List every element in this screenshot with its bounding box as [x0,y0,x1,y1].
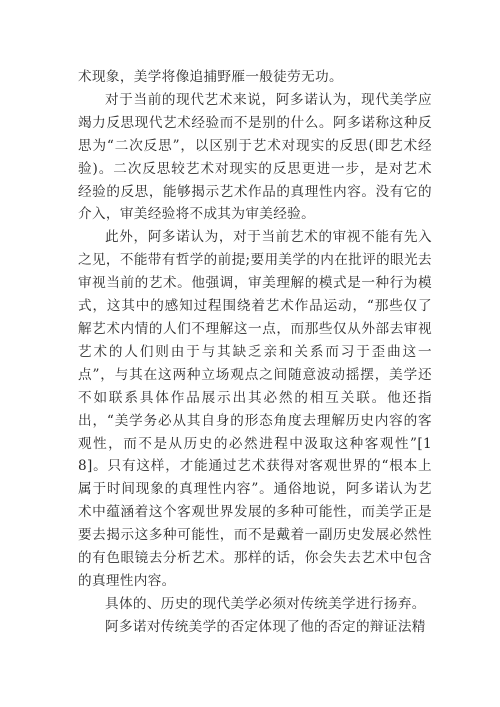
document-page [78,66,432,639]
paragraph-4: 具体的、历史的现代美学必须对传统美学进行扬弃。 [105,595,426,612]
paragraph-2: 对于当前的现代艺术来说，阿多诺认为，现代美学应竭力反思现代艺术经验而不是别的什么。阿多诺称这种反思为“二次反思”，以区别于艺术对现实的反思(即艺术经验)。二次反思较艺术对现实的反思更进一步，是对艺术经验的反思，能够揭示艺术作品的真理性内容。没有它的介入，审美经验将不成其为审美经验。 [78,91,432,223]
paragraph-1: 术现象，美学将像追捕野雁一般徒劳无功。 [78,69,343,85]
paragraph-5: 阿多诺对传统美学的否定体现了他的否定的辩证法精 [105,618,426,635]
paragraph-3: 此外，阿多诺认为，对于当前艺术的审视不能有先入之见，不能带有哲学的前提;要用美学的内在批评的眼光去审视当前的艺术。他强调，审美理解的模式是一种行为模式，这其中的感知过程围绕着艺术作品运动，“那些仅了解艺术内情的人们不理解这一点，而那些仅从外部去审视艺术的人们则由于与其缺乏亲和关系而习于歪曲这一点”，与其在这两种立场观点之间随意波动摇摆，美学还不如联系具体作品展示出其必然的相互关联。他还指出，“美学务必从其自身的形态角度去理解历史内容的客观性，而不是从历史的必然进程中汲取这种客观性”[18]。只有这样，才能通过艺术获得对客观世界的“根本上属于时间现象的真理性内容”。通俗地说，阿多诺认为艺术中蕴涵着这个客观世界发展的多种可能性，而美学正是要去揭示这多种可能性，而不是戴着一副历史发展必然性的有色眼镜去分析艺术。那样的话，你会失去艺术中包含的真理性内容。 [78,229,432,589]
